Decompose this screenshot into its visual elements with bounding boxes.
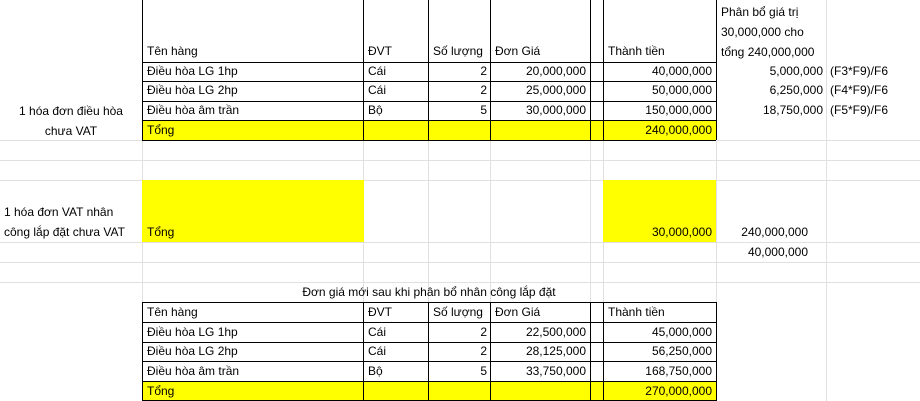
table-cell[interactable]: Điều hòa âm trần xyxy=(147,364,240,378)
header-qty[interactable]: Số lượng xyxy=(433,44,483,58)
table-cell[interactable]: 2 xyxy=(480,344,487,358)
total-amount[interactable]: 240,000,000 xyxy=(645,123,712,137)
total-label[interactable]: Tổng xyxy=(147,123,175,137)
table-cell[interactable]: 25,000,000 xyxy=(525,83,586,97)
t2-header-unit[interactable]: ĐVT xyxy=(368,305,392,319)
table-cell[interactable]: (F4*F9)/F6 xyxy=(830,83,889,97)
side-label-invoice1-line1[interactable]: 1 hóa đơn điều hòa xyxy=(19,104,123,118)
table-cell[interactable]: Điều hòa LG 2hp xyxy=(147,344,238,358)
t2-total-amount[interactable]: 270,000,000 xyxy=(645,384,712,398)
header-alloc-line3[interactable]: tổng 240,000,000 xyxy=(721,45,815,59)
table-cell[interactable]: 5 xyxy=(480,364,487,378)
side-label-invoice2-line2[interactable]: công lắp đặt chưa VAT xyxy=(4,225,125,239)
invoice2-total-amount[interactable]: 30,000,000 xyxy=(651,225,712,239)
table-cell[interactable]: Bộ xyxy=(368,103,383,117)
header-alloc-line1[interactable]: Phân bổ giá trị xyxy=(721,5,799,19)
table-cell[interactable]: Cái xyxy=(368,344,387,358)
table-cell[interactable]: (F3*F9)/F6 xyxy=(830,64,889,78)
t2-header-qty[interactable]: Số lượng xyxy=(433,305,483,319)
invoice2-total-label[interactable]: Tổng xyxy=(147,225,175,239)
table2-title[interactable]: Đơn giá mới sau khi phân bổ nhân công lắp đặt xyxy=(302,285,556,299)
table-cell[interactable]: 150,000,000 xyxy=(645,103,712,117)
extra-value-1[interactable]: 240,000,000 xyxy=(741,225,808,239)
t2-header-amount[interactable]: Thành tiền xyxy=(608,305,665,319)
t2-header-price[interactable]: Đơn Giá xyxy=(495,305,541,319)
table-cell[interactable]: Cái xyxy=(368,64,387,78)
table-cell[interactable]: 33,750,000 xyxy=(525,364,586,378)
extra-value-2[interactable]: 40,000,000 xyxy=(747,245,808,259)
header-unit[interactable]: ĐVT xyxy=(368,44,392,58)
header-amount[interactable]: Thành tiền xyxy=(608,44,665,58)
table-cell[interactable]: Cái xyxy=(368,325,387,339)
table-cell[interactable]: Bộ xyxy=(368,364,383,378)
table-cell[interactable]: Điều hòa LG 1hp xyxy=(147,325,238,339)
table-cell[interactable]: 18,750,000 xyxy=(762,103,823,117)
table-cell[interactable]: Cái xyxy=(368,83,387,97)
side-label-invoice1-line2[interactable]: chưa VAT xyxy=(44,124,98,138)
table-cell[interactable]: 20,000,000 xyxy=(525,64,586,78)
table-cell[interactable]: 2 xyxy=(480,325,487,339)
table-cell[interactable]: (F5*F9)/F6 xyxy=(830,103,889,117)
header-price[interactable]: Đơn Giá xyxy=(495,44,541,58)
table-cell[interactable]: 22,500,000 xyxy=(525,325,586,339)
table-cell[interactable]: Điều hòa LG 1hp xyxy=(147,64,238,78)
table-cell[interactable]: Điều hòa LG 2hp xyxy=(147,83,238,97)
table-cell[interactable]: 50,000,000 xyxy=(651,83,712,97)
table-cell[interactable]: 45,000,000 xyxy=(651,325,712,339)
table-cell[interactable]: 5 xyxy=(480,103,487,117)
table-cell[interactable]: 2 xyxy=(480,64,487,78)
table-cell[interactable]: 28,125,000 xyxy=(525,344,586,358)
table-cell[interactable]: 6,250,000 xyxy=(769,83,823,97)
header-name[interactable]: Tên hàng xyxy=(147,44,198,58)
table-cell[interactable]: 56,250,000 xyxy=(651,344,712,358)
table-cell[interactable]: Điều hòa âm trần xyxy=(147,103,240,117)
t2-header-name[interactable]: Tên hàng xyxy=(147,305,198,319)
t2-total-label[interactable]: Tổng xyxy=(147,384,175,398)
table-cell[interactable]: 30,000,000 xyxy=(525,103,586,117)
table-cell[interactable]: 5,000,000 xyxy=(769,64,823,78)
table-cell[interactable]: 40,000,000 xyxy=(651,64,712,78)
header-alloc-line2[interactable]: 30,000,000 cho xyxy=(721,25,804,39)
side-label-invoice2-line1[interactable]: 1 hóa đơn VAT nhân xyxy=(4,205,114,219)
table-cell[interactable]: 2 xyxy=(480,83,487,97)
table-cell[interactable]: 168,750,000 xyxy=(645,364,712,378)
